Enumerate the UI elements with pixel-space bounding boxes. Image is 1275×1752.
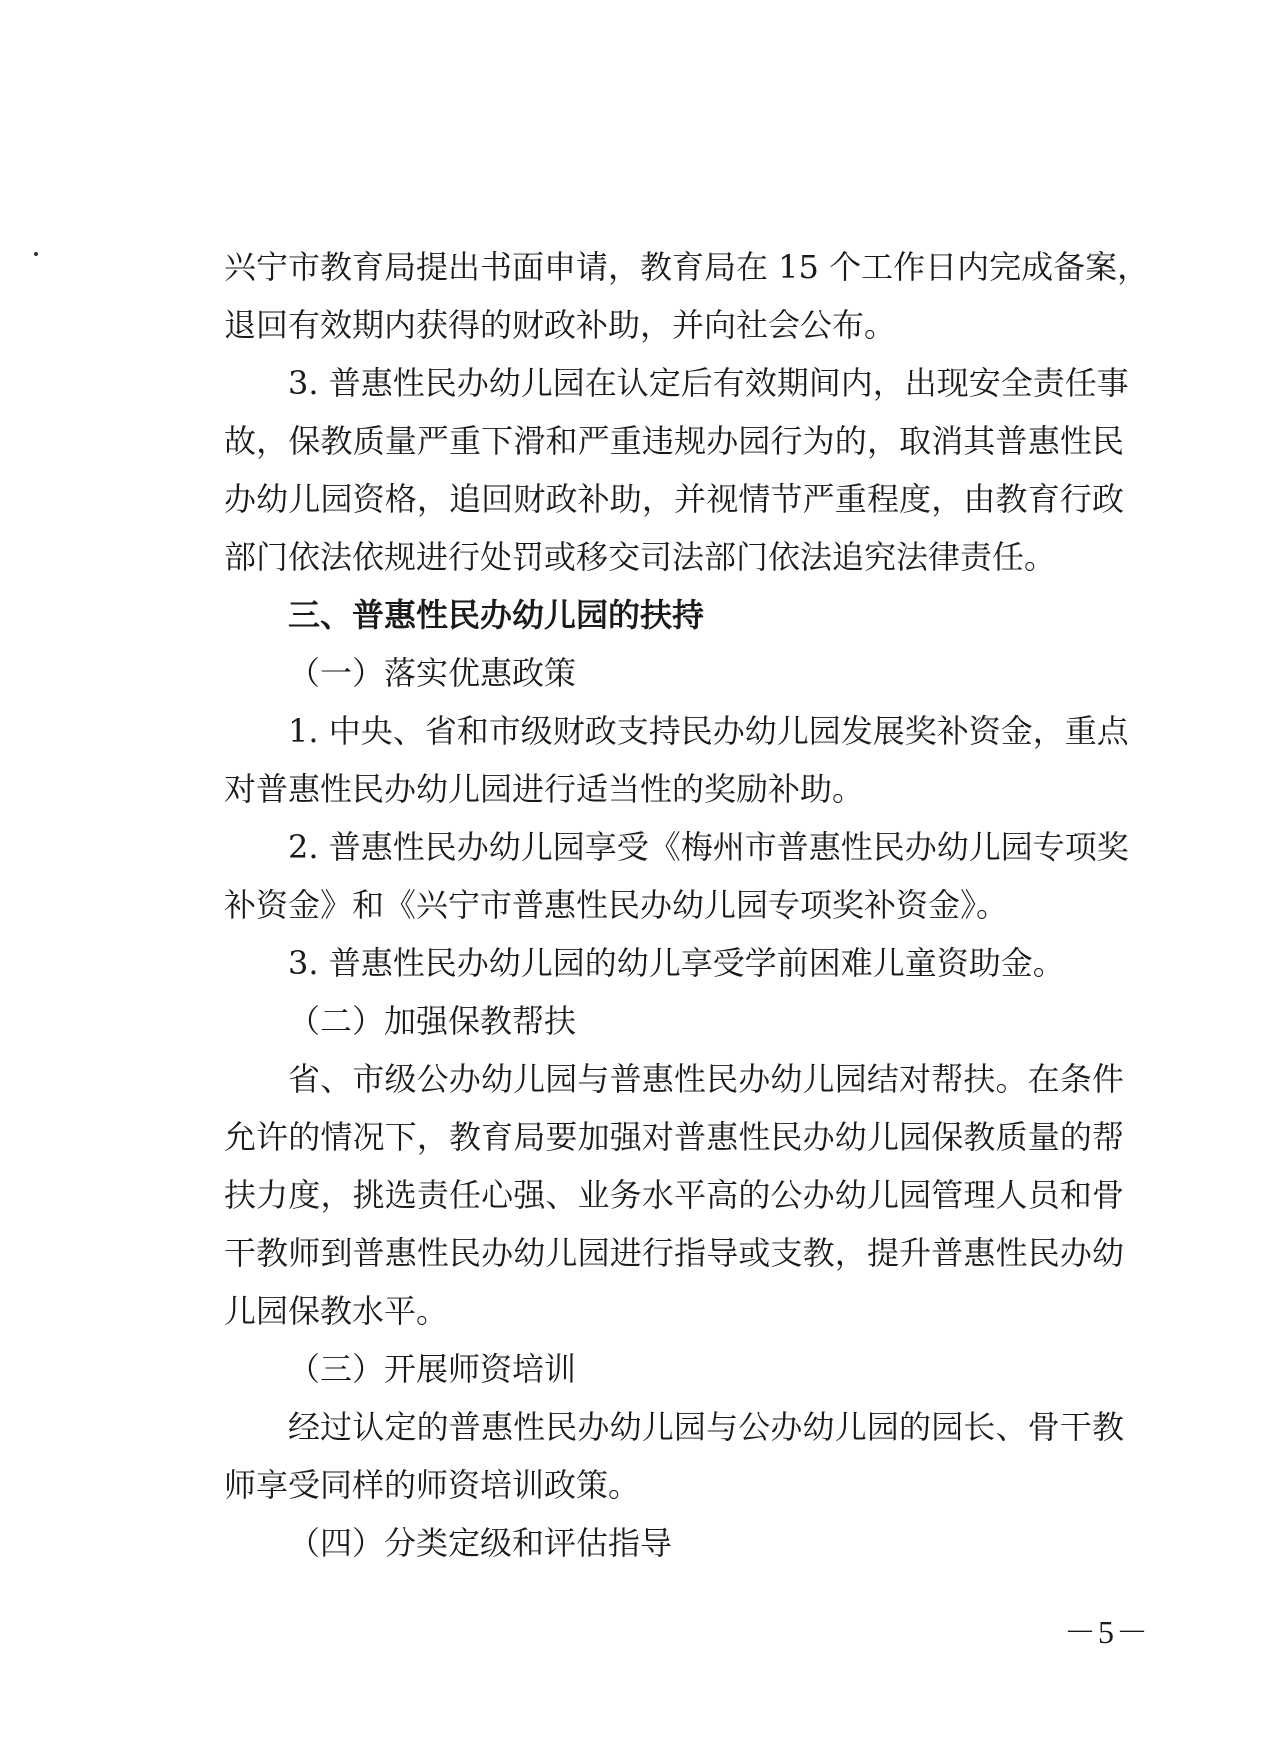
section-heading: 三、普惠性民办幼儿园的扶持 (288, 596, 705, 634)
text-line: 师享受同样的师资培训政策。 (224, 1466, 641, 1504)
text-line: 部门依法依规进行处罚或移交司法部门依法追究法律责任。 (224, 538, 1057, 576)
subsection-heading: （三）开展师资培训 (288, 1350, 577, 1388)
document-body (224, 238, 1150, 1572)
text-line: 故，保教质量严重下滑和严重违规办园行为的，取消其普惠性民 (224, 422, 1124, 460)
page-number: －5－ (1064, 1614, 1151, 1650)
text-line: 允许的情况下，教育局要加强对普惠性民办幼儿园保教质量的帮 (224, 1118, 1124, 1156)
text-line: 扶力度，挑选责任心强、业务水平高的公办幼儿园管理人员和骨 (224, 1176, 1124, 1214)
subsection-heading: （一）落实优惠政策 (288, 654, 577, 692)
text-line: 经过认定的普惠性民办幼儿园与公办幼儿园的园长、骨干教 (288, 1408, 1124, 1446)
text-line: 2. 普惠性民办幼儿园享受《梅州市普惠性民办幼儿园专项奖 (288, 828, 1129, 866)
text-line: 退回有效期内获得的财政补助，并向社会公布。 (224, 306, 897, 344)
text-line: 办幼儿园资格，追回财政补助，并视情节严重程度，由教育行政 (224, 480, 1124, 518)
text-line: 3. 普惠性民办幼儿园的幼儿享受学前困难儿童资助金。 (288, 944, 1065, 982)
subsection-heading: （二）加强保教帮扶 (288, 1002, 577, 1040)
scan-speck (34, 252, 38, 256)
text-line: 对普惠性民办幼儿园进行适当性的奖励补助。 (224, 770, 865, 808)
text-line: 兴宁市教育局提出书面申请，教育局在 15 个工作日内完成备案， (224, 248, 1150, 286)
text-line: 干教师到普惠性民办幼儿园进行指导或支教，提升普惠性民办幼 (224, 1234, 1124, 1272)
text-line: 补资金》和《兴宁市普惠性民办幼儿园专项奖补资金》。 (224, 886, 1009, 924)
subsection-heading: （四）分类定级和评估指导 (288, 1524, 673, 1562)
text-line: 1. 中央、省和市级财政支持民办幼儿园发展奖补资金，重点 (288, 712, 1129, 750)
text-line: 儿园保教水平。 (224, 1292, 449, 1330)
text-line: 3. 普惠性民办幼儿园在认定后有效期间内，出现安全责任事 (288, 364, 1129, 402)
text-line: 省、市级公办幼儿园与普惠性民办幼儿园结对帮扶。在条件 (288, 1060, 1124, 1098)
